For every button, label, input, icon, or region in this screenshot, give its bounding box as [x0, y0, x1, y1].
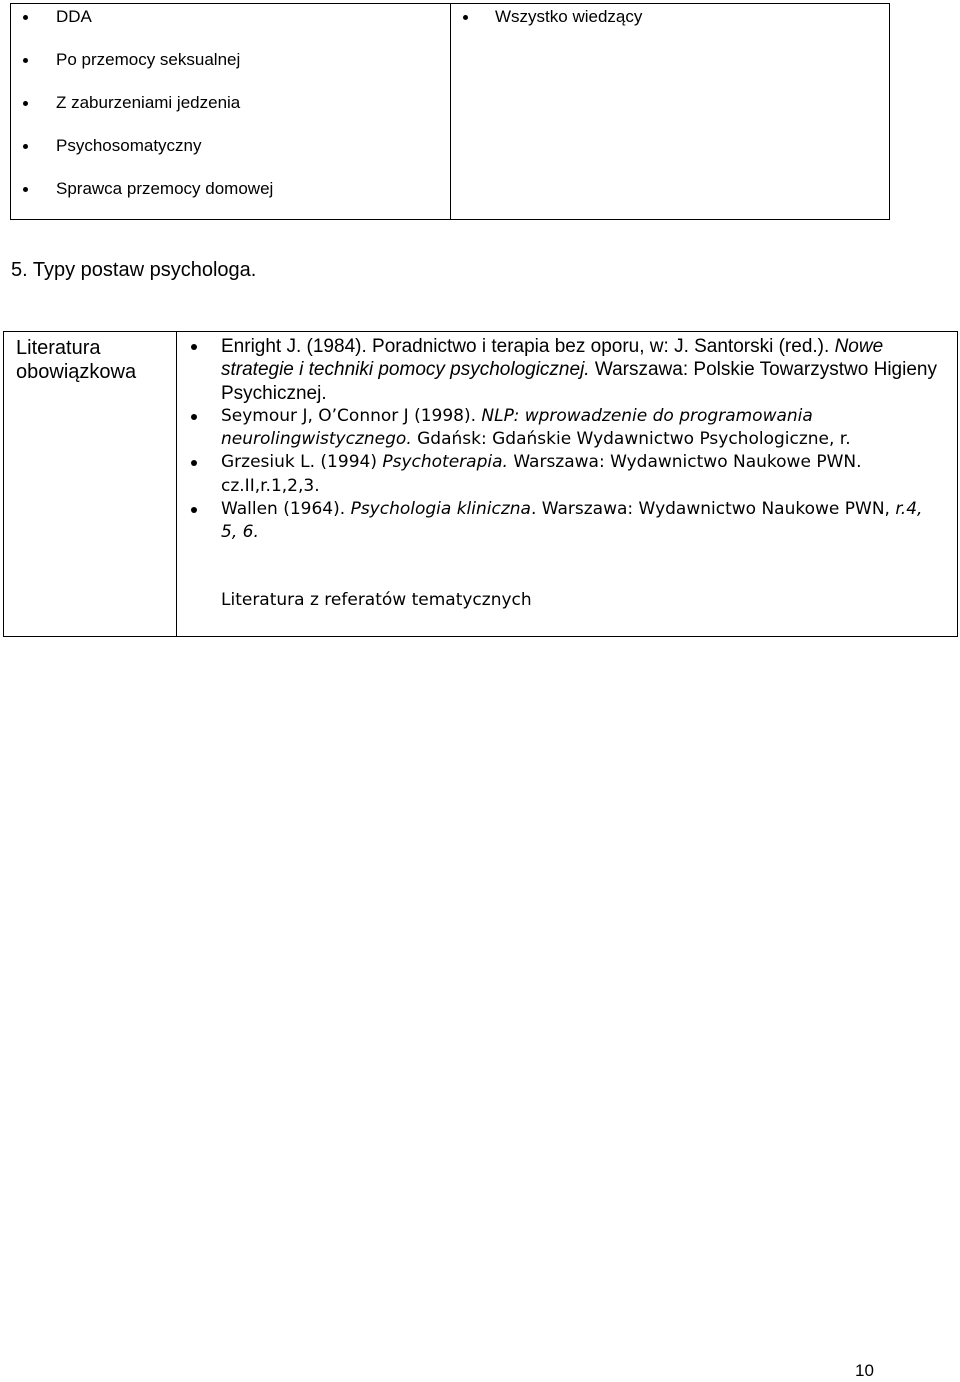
reference-title: Psychoterapia. — [382, 452, 508, 473]
literature-label — [4, 332, 177, 636]
list-item — [11, 4, 450, 47]
list-item — [11, 90, 450, 133]
attitudes-table — [10, 3, 890, 220]
bullet-icon — [23, 15, 28, 20]
reference-text: . Warszawa: Wydawnictwo Naukowe PWN, — [530, 499, 896, 520]
list-item — [11, 133, 450, 176]
bullet-icon — [191, 507, 197, 513]
list-item-text: Wszystko wiedzący — [495, 7, 643, 26]
reference-entry — [177, 451, 957, 498]
list-item-text: DDA — [56, 7, 92, 26]
bullet-icon — [23, 101, 28, 106]
reference-entry — [177, 335, 957, 405]
reference-text: Gdańsk: Gdańskie Wydawnictwo Psychologiczne, r. — [411, 429, 851, 450]
bullet-icon — [23, 187, 28, 192]
bullet-icon — [191, 344, 197, 350]
topical-literature-heading: Literatura z referatów tematycznych — [221, 590, 532, 610]
literature-table — [3, 331, 958, 637]
list-item — [451, 4, 889, 47]
bullet-icon — [463, 15, 468, 20]
list-item — [11, 176, 450, 219]
bullet-icon — [191, 414, 197, 420]
bullet-icon — [23, 58, 28, 63]
literature-label-line2: obowiązkowa — [16, 361, 137, 383]
attitudes-left-column — [11, 4, 451, 219]
list-item — [11, 47, 450, 90]
page-number: 10 — [855, 1361, 874, 1380]
reference-text: Enright J. (1984). Poradnictwo i terapia bez oporu, w: J. Santorski (red.). — [221, 336, 835, 357]
list-item-text: Sprawca przemocy domowej — [56, 179, 274, 198]
bullet-icon — [191, 460, 197, 466]
list-item-text: Z zaburzeniami jedzenia — [56, 93, 241, 112]
reference-entry — [177, 498, 957, 545]
reference-entry — [177, 405, 957, 452]
literature-content — [177, 332, 957, 636]
reference-text: Grzesiuk L. (1994) — [221, 452, 383, 473]
reference-text: Warszawa: Wydawnictwo Naukowe PWN. cz.II,r.1,2,3. — [221, 452, 862, 496]
reference-text: Warszawa: Polskie Towarzystwo Higieny Psychicznej. — [221, 359, 937, 404]
section-heading: 5. Typy postaw psychologa. — [11, 259, 257, 281]
reference-title: Psychologia kliniczna — [350, 499, 531, 520]
bullet-icon — [23, 144, 28, 149]
reference-title: NLP: wprowadzenie do programowania neurolingwistycznego. — [221, 405, 813, 450]
attitudes-right-column — [451, 4, 889, 219]
reference-text: Seymour J, O’Connor J (1998). — [221, 405, 482, 426]
reference-text: Wallen (1964). — [221, 499, 351, 520]
list-item-text: Po przemocy seksualnej — [56, 50, 241, 69]
literature-label-line1: Literatura — [16, 337, 101, 359]
list-item-text: Psychosomatyczny — [56, 136, 202, 155]
reference-title: Nowe strategie i techniki pomocy psychologicznej. — [221, 336, 884, 381]
reference-chapters: r.4, 5, 6. — [221, 499, 923, 543]
